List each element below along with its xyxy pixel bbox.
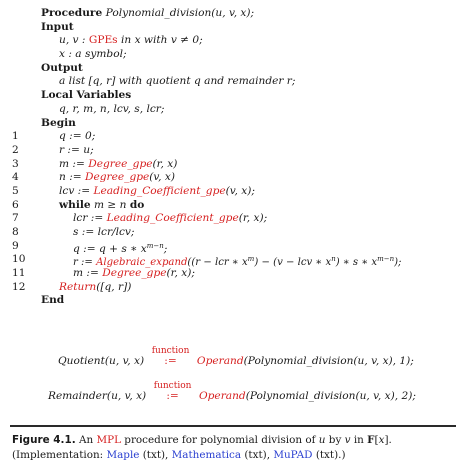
caption-text: An: [75, 434, 97, 446]
code-line-9: [12, 240, 452, 254]
line-number: 12: [12, 280, 26, 293]
degree-gpe-link[interactable]: Degree_gpe: [88, 157, 153, 170]
code-line-10: [12, 253, 452, 267]
while-condition: m ≥ n: [90, 198, 130, 211]
local-heading-row: [12, 89, 452, 103]
caption-text: procedure for polynomial division of: [120, 434, 319, 446]
line-args: (v, x): [149, 171, 175, 184]
maple-link[interactable]: Maple: [106, 448, 140, 461]
exponent: n: [331, 255, 336, 264]
begin-keyword: Begin: [41, 116, 76, 129]
input-keyword: Input: [41, 20, 74, 33]
leading-coefficient-link[interactable]: Leading_Coefficient_gpe: [106, 212, 239, 225]
expr-part: ((r − lcr ∗ x: [187, 257, 248, 269]
end-row: [12, 294, 452, 308]
exponent: m: [247, 255, 255, 264]
caption-rule: [10, 425, 456, 427]
output-text: a list [q, r] with quotient q and remainder r;: [59, 75, 296, 88]
line-text: q := q + s ∗ x: [73, 242, 147, 255]
input-line-2: [12, 48, 452, 62]
caption-text: [: [374, 434, 379, 446]
code-line-2: [12, 144, 452, 158]
line-args: (r, x): [152, 157, 178, 170]
input-heading-row: [12, 21, 452, 35]
code-line-1: [12, 130, 452, 144]
end-keyword: End: [41, 294, 65, 307]
function-label: function: [153, 381, 192, 391]
line-number: 11: [12, 267, 26, 280]
code-line-6: [12, 199, 452, 213]
caption-text: by: [325, 434, 345, 446]
line-args: (r, x);: [166, 267, 195, 280]
line-text: q := 0;: [59, 130, 96, 143]
line-text: n :=: [59, 171, 86, 184]
caption-text: ]. (Implementation:: [12, 434, 392, 461]
figure-caption: [12, 433, 452, 462]
code-line-8: [12, 226, 452, 240]
line-text: s := lcr/lcv;: [73, 226, 135, 238]
figure-label: Figure 4.1.: [12, 434, 76, 446]
local-variables-text: q, r, m, n, lcv, s, lcr;: [59, 102, 165, 115]
gpe-link[interactable]: GPEs: [88, 34, 118, 47]
line-number: 9: [12, 239, 19, 252]
line-number: 1: [12, 130, 19, 143]
code-line-11: [12, 267, 452, 281]
line-args: (v, x);: [225, 184, 255, 197]
line-number: 2: [12, 143, 19, 156]
input-symbol-line: x : a symbol;: [59, 48, 127, 61]
line-number: 4: [12, 171, 19, 184]
line-text: lcv :=: [59, 184, 94, 197]
input-rest: in x with v ≠ 0;: [117, 34, 203, 47]
procedure-keyword: Procedure: [41, 7, 103, 19]
function-assign: [148, 346, 194, 367]
return-link[interactable]: Return: [59, 280, 97, 293]
line-number: 5: [12, 184, 19, 197]
exponent: m−n: [146, 241, 164, 250]
output-keyword: Output: [41, 61, 83, 74]
line-number: 10: [12, 253, 26, 266]
line-number: 6: [12, 198, 19, 211]
expr-part: ) ∗ s ∗ x: [335, 257, 378, 269]
quotient-rhs: (Polynomial_division(u, v, x), 1);: [243, 355, 414, 367]
code-line-3: [12, 158, 452, 172]
exponent: m−n: [377, 255, 395, 264]
code-line-5: [12, 185, 452, 199]
expr-part: );: [394, 257, 402, 269]
input-vars: u, v :: [59, 34, 89, 47]
degree-gpe-link[interactable]: Degree_gpe: [102, 267, 167, 280]
line-number: 8: [12, 226, 19, 238]
code-line-7: [12, 212, 452, 226]
remainder-lhs: Remainder(u, v, x): [48, 390, 147, 402]
caption-var: u: [318, 434, 326, 446]
local-variables-keyword: Local Variables: [41, 89, 132, 102]
assign-symbol: :=: [166, 390, 179, 402]
output-heading-row: [12, 62, 452, 76]
mathematica-link[interactable]: Mathematica: [171, 448, 242, 461]
algebraic-expand-link[interactable]: Algebraic_expand: [96, 257, 188, 269]
line-text: m :=: [73, 267, 103, 280]
line-end: ;: [163, 242, 168, 255]
return-args: ([q, r]): [96, 280, 132, 293]
caption-text: (txt),: [241, 448, 274, 461]
begin-row: [12, 117, 452, 131]
quotient-lhs: Quotient(u, v, x): [58, 355, 145, 367]
function-assign: [150, 381, 196, 402]
function-label: function: [151, 346, 190, 356]
caption-var: x: [378, 434, 385, 446]
caption-text: (txt),: [139, 448, 172, 461]
procedure-signature: Polynomial_division(u, v, x);: [105, 7, 255, 19]
line-text: r := u;: [59, 143, 94, 156]
code-line-4: [12, 171, 452, 185]
caption-var: v: [344, 434, 351, 446]
header-row: [12, 7, 452, 21]
while-keyword: while: [59, 198, 91, 211]
remainder-definition: [48, 381, 416, 402]
line-number: 3: [12, 157, 19, 170]
algorithm-block: [12, 7, 452, 308]
do-keyword: do: [129, 198, 145, 211]
caption-text: (txt).): [312, 448, 346, 461]
line-text: m :=: [59, 157, 89, 170]
operand-link[interactable]: Operand: [196, 355, 244, 367]
code-line-12: [12, 281, 452, 295]
line-number: 7: [12, 212, 19, 225]
mpl-link[interactable]: MPL: [96, 434, 121, 446]
degree-gpe-link[interactable]: Degree_gpe: [85, 171, 150, 184]
remainder-rhs: (Polynomial_division(u, v, x), 2);: [245, 390, 416, 402]
output-line: [12, 75, 452, 89]
assign-symbol: :=: [164, 355, 177, 367]
line-args: (r, x);: [238, 212, 268, 225]
caption-text: in: [350, 434, 368, 446]
mupad-link[interactable]: MuPAD: [273, 448, 313, 461]
line-text: lcr :=: [73, 212, 107, 225]
local-line: [12, 103, 452, 117]
operand-link[interactable]: Operand: [198, 390, 246, 402]
expr-part: ) − (v − lcv ∗ x: [254, 257, 332, 269]
caption-field: F: [367, 434, 375, 446]
line-text: r :=: [73, 257, 97, 269]
leading-coefficient-link[interactable]: Leading_Coefficient_gpe: [93, 184, 226, 197]
quotient-definition: [58, 346, 414, 367]
input-line-1: [12, 34, 452, 48]
